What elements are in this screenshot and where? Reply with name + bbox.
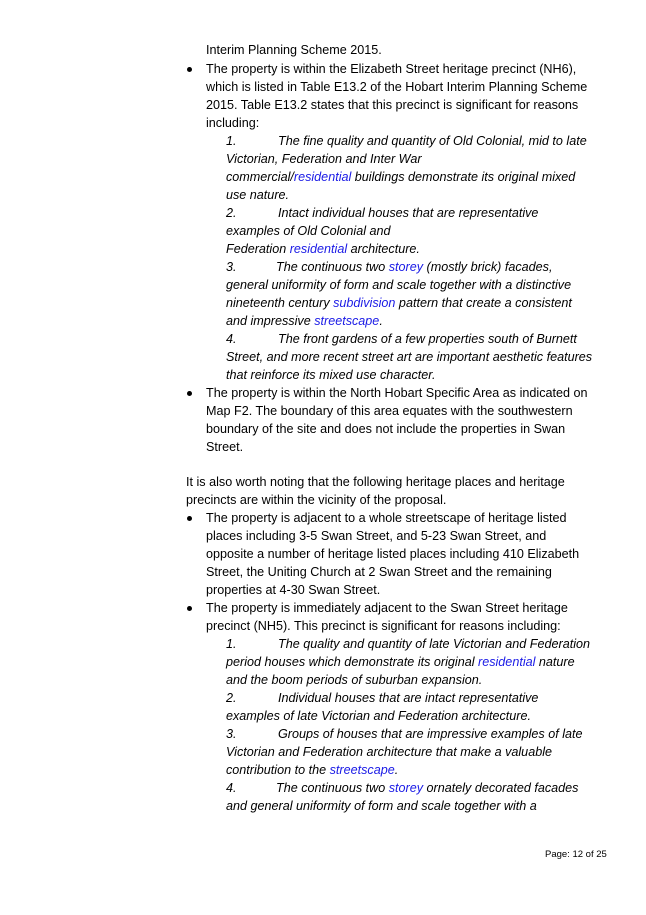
text-line bbox=[226, 653, 575, 671]
item-number: 2. bbox=[226, 206, 237, 220]
item-text: The fine quality and quantity of Old Colonial, mid to late bbox=[278, 134, 587, 148]
bullet bbox=[187, 391, 192, 396]
bullet bbox=[187, 606, 192, 611]
text-line: Interim Planning Scheme 2015. bbox=[206, 43, 382, 57]
text-span: period houses which demonstrate its original bbox=[226, 655, 479, 669]
list-item bbox=[226, 725, 583, 743]
text-span: The continuous two bbox=[276, 781, 389, 795]
list-item bbox=[226, 635, 590, 653]
page-number: Page: 12 of 25 bbox=[545, 849, 607, 860]
glossary-link[interactable]: residential bbox=[478, 655, 536, 669]
text-span: nineteenth century bbox=[226, 296, 334, 310]
glossary-link[interactable]: subdivision bbox=[333, 296, 396, 310]
text-line: Map F2. The boundary of this area equates with the southwestern bbox=[206, 404, 573, 418]
list-item bbox=[226, 132, 587, 150]
text-span: . bbox=[379, 314, 383, 328]
text-line bbox=[226, 761, 398, 779]
text-line: examples of late Victorian and Federation architecture. bbox=[226, 709, 531, 723]
item-text: Intact individual houses that are representative bbox=[278, 206, 539, 220]
item-number: 1. bbox=[226, 637, 237, 651]
text-span: Federation bbox=[226, 242, 290, 256]
glossary-link[interactable]: residential bbox=[289, 242, 348, 256]
text-line: boundary of the site and does not include the properties in Swan bbox=[206, 422, 566, 436]
list-item bbox=[226, 330, 577, 348]
glossary-link[interactable]: storey bbox=[388, 260, 424, 274]
text-span: and impressive bbox=[226, 314, 315, 328]
text-line bbox=[226, 312, 383, 330]
text-line: It is also worth noting that the following heritage places and heritage bbox=[186, 475, 565, 489]
item-number: 2. bbox=[226, 691, 237, 705]
item-number: 4. bbox=[226, 781, 237, 795]
glossary-link[interactable]: streetscape bbox=[329, 763, 395, 777]
text-line: The property is within the Elizabeth Street heritage precinct (NH6), bbox=[206, 62, 577, 76]
text-span: commercial/ bbox=[226, 170, 294, 184]
text-span: buildings demonstrate its original mixed bbox=[351, 170, 576, 184]
list-item bbox=[226, 779, 578, 797]
text-line: Street. bbox=[206, 440, 244, 454]
text-span: The continuous two bbox=[276, 260, 389, 274]
item-number: 4. bbox=[226, 332, 237, 346]
list-item bbox=[226, 258, 552, 276]
text-span: contribution to the bbox=[226, 763, 330, 777]
list-item bbox=[226, 689, 538, 707]
text-line: precinct (NH5). This precinct is significant for reasons including: bbox=[206, 619, 561, 633]
item-text: Individual houses that are intact representative bbox=[278, 691, 539, 705]
item-text: The front gardens of a few properties south of Burnett bbox=[278, 332, 577, 346]
glossary-link[interactable]: residential bbox=[293, 170, 352, 184]
text-line: 2015. Table E13.2 states that this precinct is significant for reasons bbox=[206, 98, 579, 112]
text-span: pattern that create a consistent bbox=[395, 296, 572, 310]
text-span: architecture. bbox=[347, 242, 420, 256]
text-span: . bbox=[394, 763, 399, 777]
text-line: Victorian and Federation architecture that make a valuable bbox=[226, 745, 552, 759]
text-line bbox=[226, 168, 575, 186]
text-line: The property is within the North Hobart Specific Area as indicated on bbox=[206, 386, 588, 400]
text-line: The property is immediately adjacent to the Swan Street heritage bbox=[206, 601, 568, 615]
item-text: Groups of houses that are impressive examples of late bbox=[278, 727, 583, 741]
text-line: opposite a number of heritage listed places including 410 Elizabeth bbox=[206, 547, 580, 561]
text-line: Victorian, Federation and Inter War bbox=[226, 152, 422, 166]
text-span: nature bbox=[535, 655, 575, 669]
text-line: The property is adjacent to a whole streetscape of heritage listed bbox=[206, 511, 567, 525]
list-item bbox=[226, 204, 538, 222]
text-line: that reinforce its mixed use character. bbox=[226, 368, 436, 382]
text-line: and the boom periods of suburban expansion. bbox=[226, 673, 483, 687]
item-text: The quality and quantity of late Victorian and Federation bbox=[278, 637, 591, 651]
item-number: 1. bbox=[226, 134, 237, 148]
text-line: places including 3-5 Swan Street, and 5-23 Swan Street, and bbox=[206, 529, 547, 543]
text-line: including: bbox=[206, 116, 260, 130]
text-line: properties at 4-30 Swan Street. bbox=[206, 583, 381, 597]
glossary-link[interactable]: storey bbox=[388, 781, 424, 795]
text-line: Street, and more recent street art are important aesthetic features bbox=[226, 350, 593, 364]
text-line: precincts are within the vicinity of the proposal. bbox=[186, 493, 447, 507]
text-line bbox=[226, 240, 420, 258]
item-number: 3. bbox=[226, 727, 237, 741]
text-line: which is listed in Table E13.2 of the Hobart Interim Planning Scheme bbox=[206, 80, 588, 94]
text-line: use nature. bbox=[226, 188, 290, 202]
bullet bbox=[187, 516, 192, 521]
bullet bbox=[187, 67, 192, 72]
item-number: 3. bbox=[226, 260, 237, 274]
text-span: (mostly brick) facades, bbox=[423, 260, 553, 274]
text-line: Street, the Uniting Church at 2 Swan Street and the remaining bbox=[206, 565, 552, 579]
glossary-link[interactable]: streetscape bbox=[314, 314, 380, 328]
text-line: examples of Old Colonial and bbox=[226, 224, 391, 238]
text-line bbox=[226, 294, 572, 312]
text-line: and general uniformity of form and scale together with a bbox=[226, 799, 537, 813]
text-line: general uniformity of form and scale together with a distinctive bbox=[226, 278, 572, 292]
text-span: ornately decorated facades bbox=[423, 781, 579, 795]
